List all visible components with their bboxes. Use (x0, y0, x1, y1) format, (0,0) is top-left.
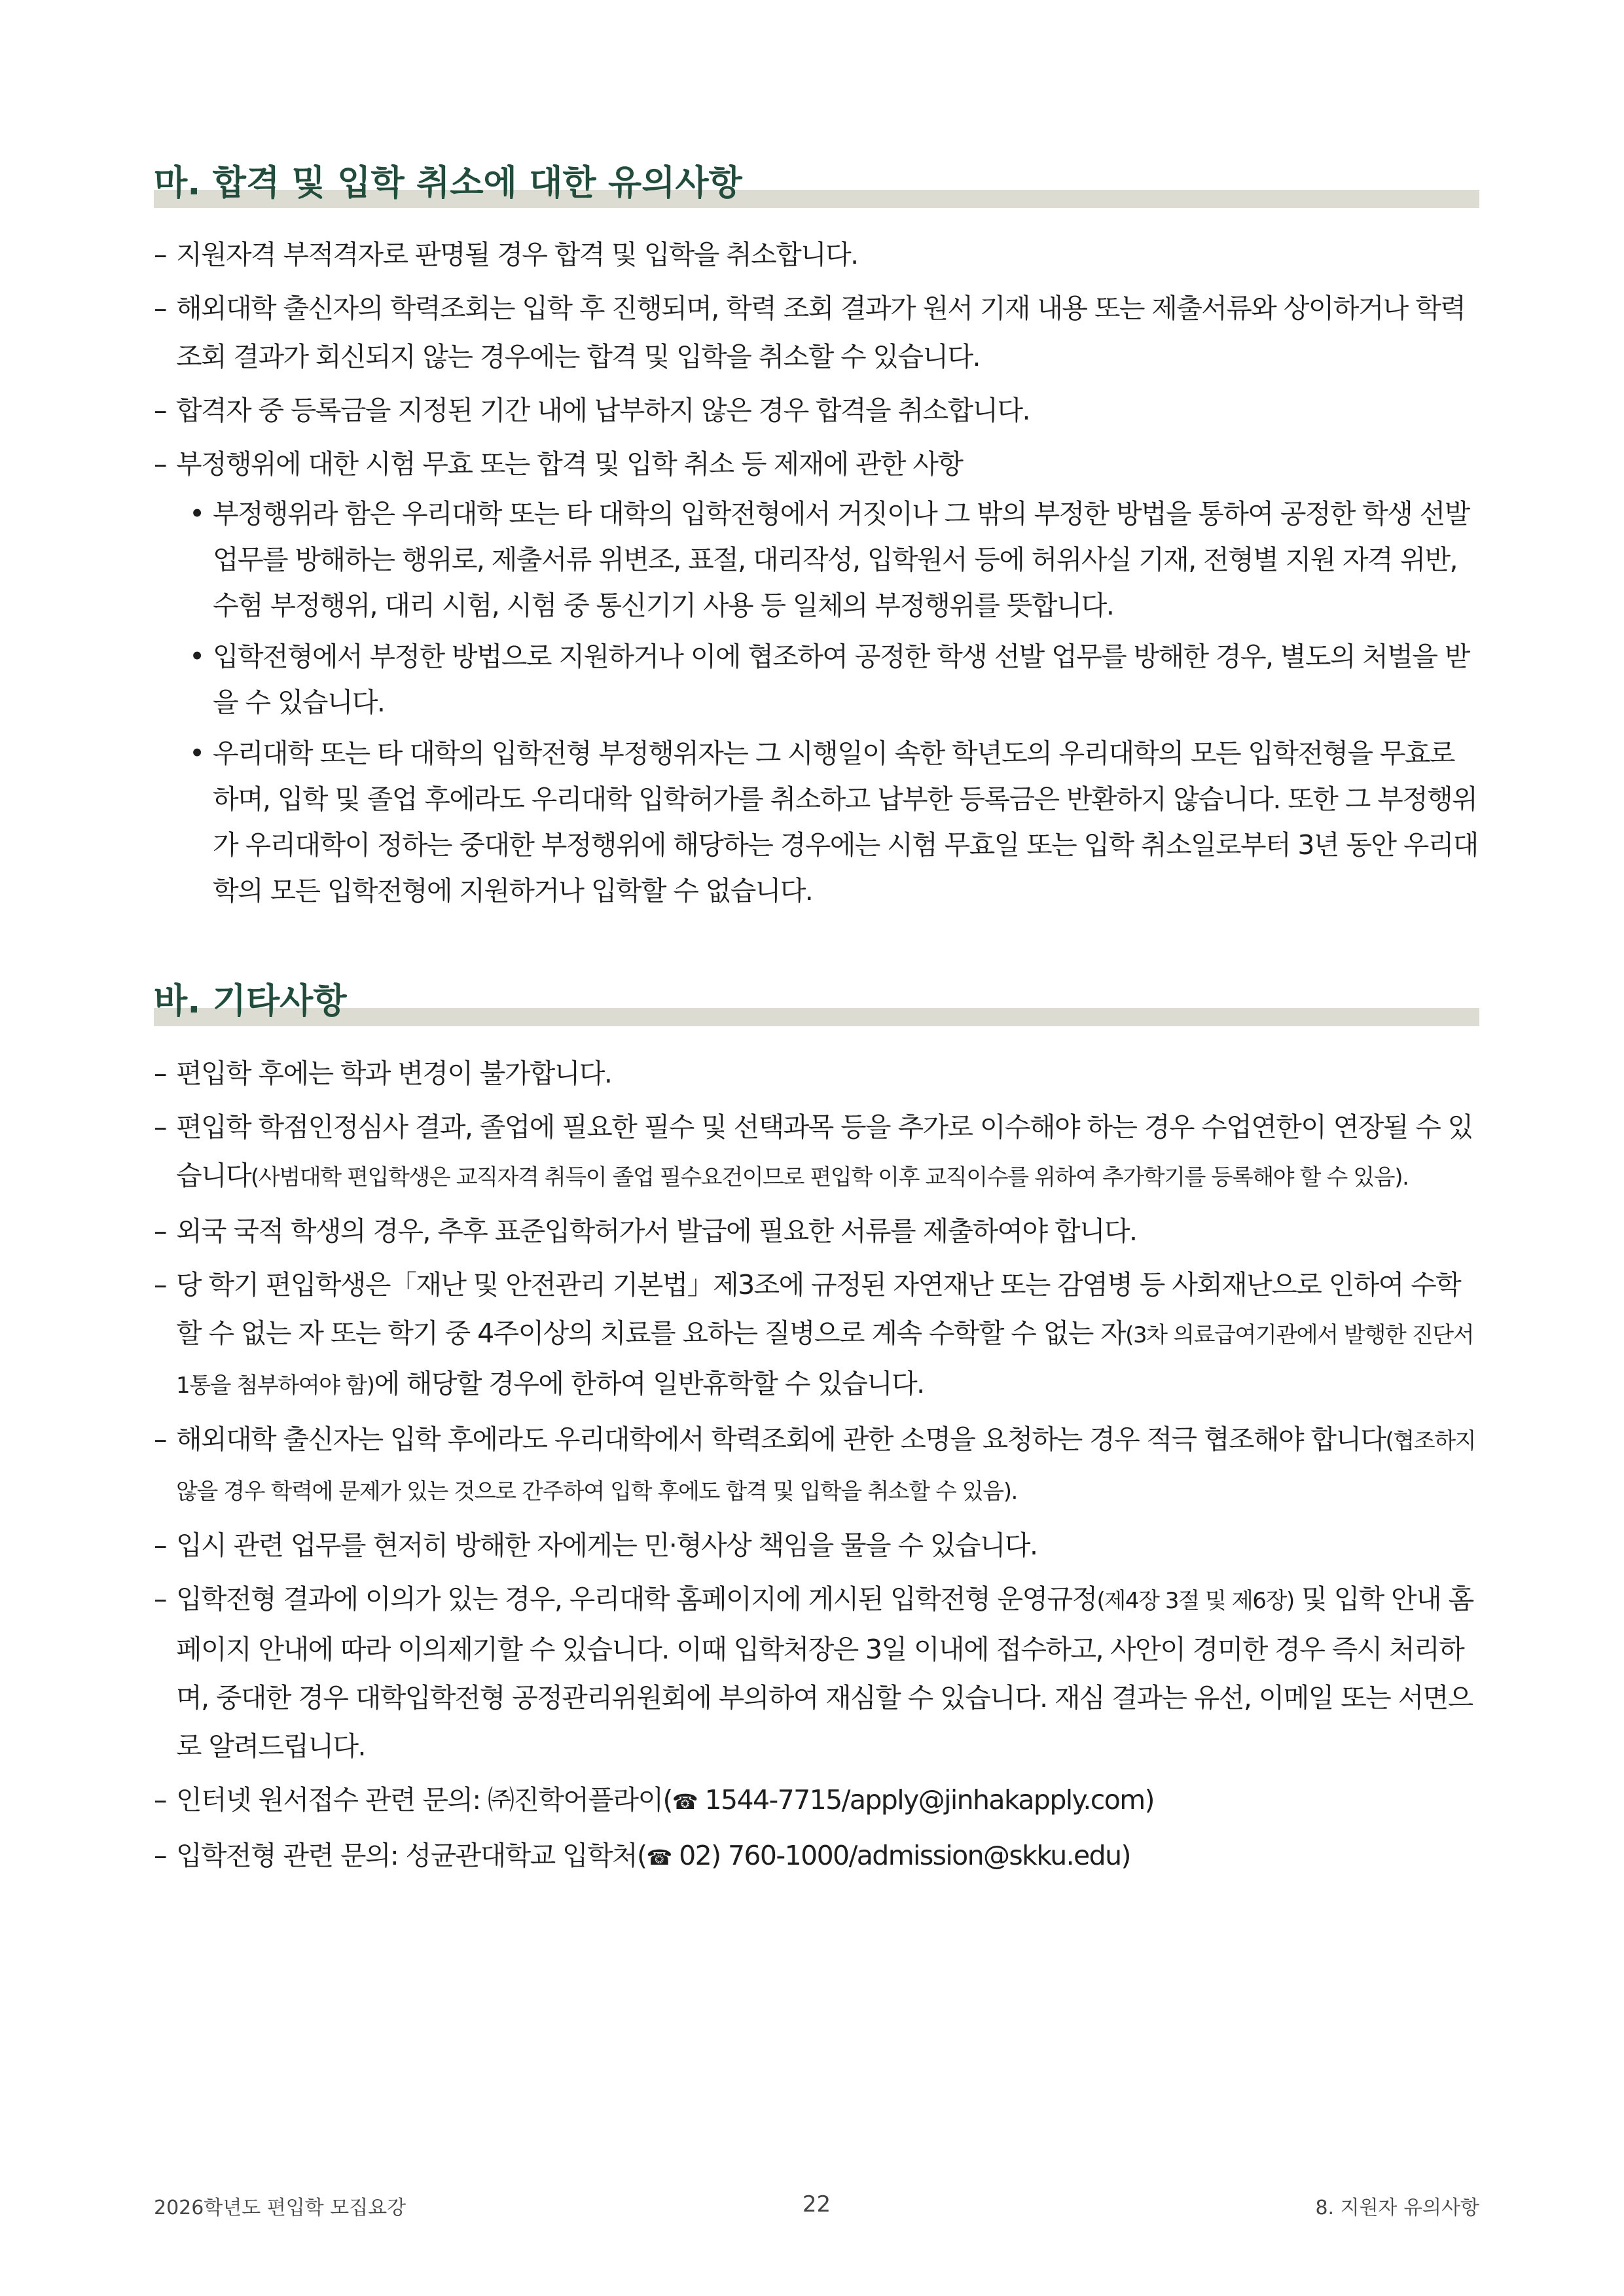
list-item (154, 1831, 1479, 1882)
phone-icon: ☎ (672, 1789, 698, 1814)
phone-icon: ☎ (646, 1845, 672, 1870)
list-item: – 합격자 중 등록금을 지정된 기간 내에 납부하지 않은 경우 합격을 취소합니다. (154, 386, 1479, 435)
footer-doc-title: 2026학년도 편입학 모집요강 (154, 2197, 406, 2219)
list-item-text: 인터넷 원서접수 관련 문의: ㈜진학어플라이( (176, 1784, 672, 1816)
sub-list-item: • 우리대학 또는 타 대학의 입학전형 부정행위자는 그 시행일이 속한 학년도의 우리대학의 모든 입학전형을 무효로 하며, 입학 및 졸업 후에라도 우리대학 입학허가를 취소하고 납부한 등록금은 반환하지 않습니다. 또한 그 부정행위가 우리대학이 정하는 중대한 부정행위에 해당하는 경우에는 시험 무효일 또는 입학 취소일로부터 3년 동안 우리대학의 모든 입학전형에 지원하거나 입학할 수 없습니다. (176, 730, 1479, 914)
section-heading-ba (154, 967, 1479, 1026)
list-item: – 지원자격 부적격자로 판명될 경우 합격 및 입학을 취소합니다. (154, 230, 1479, 279)
list-item-text: 및 입학 안내 홈페이지 안내에 따라 이의제기할 수 있습니다. 이때 입학처장은 3일 이내에 접수하고, 사안이 경미한 경우 즉시 처리하며, 중대한 경우 대학입학전형 공정관리위원회에 부의하여 재심할 수 있습니다. 재심 결과는 유선, 이메일 또는 서면으로 알려드립니다. (176, 1583, 1473, 1762)
sub-list-item: • 입학전형에서 부정한 방법으로 지원하거나 이에 협조하여 공정한 학생 선발 업무를 방해한 경우, 별도의 처벌을 받을 수 있습니다. (176, 634, 1479, 725)
section-title: 마. 합격 및 입학 취소에 대한 유의사항 (154, 160, 748, 207)
list-item: – 해외대학 출신자의 학력조회는 입학 후 진행되며, 학력 조회 결과가 원서 기재 내용 또는 제출서류와 상이하거나 학력 조회 결과가 회신되지 않는 경우에는 합격 및 입학을 취소할 수 있습니다. (154, 284, 1479, 381)
sub-list (176, 491, 1479, 914)
list-item-note: (사범대학 편입학생은 교직자격 취득이 졸업 필수요건이므로 편입학 이후 교직이수를 위하여 추가학기를 등록해야 할 수 있음). (251, 1164, 1409, 1191)
sub-list-item: • 부정행위라 함은 우리대학 또는 타 대학의 입학전형에서 거짓이나 그 밖의 부정한 방법을 통하여 공정한 학생 선발 업무를 방해하는 행위로, 제출서류 위변조, 표절, 대리작성, 입학원서 등에 허위사실 기재, 전형별 지원 자격 위반, 수험 부정행위, 대리 시험, 시험 중 통신기기 사용 등 일체의 부정행위를 뜻합니다. (176, 491, 1479, 628)
list-item-note: (3차 의료급여기관에서 발행한 진단서 1통을 첨부하여야 함) (176, 1322, 1474, 1399)
list-item-note: (협조하지 않을 경우 학력에 문제가 있는 것으로 간주하여 입학 후에도 합격 및 입학을 취소할 수 있음). (176, 1428, 1476, 1505)
section-ba-list (154, 1049, 1479, 1882)
list-item (154, 1776, 1479, 1826)
list-item-text: 에 해당할 경우에 한하여 일반휴학할 수 있습니다. (374, 1368, 924, 1399)
contact-link[interactable]: 1544-7715/apply@jinhakapply.com) (697, 1784, 1154, 1816)
list-item-text: 입학전형 결과에 이의가 있는 경우, 우리대학 홈페이지에 게시된 입학전형 운영규정 (176, 1583, 1097, 1615)
list-item-text: 당 학기 편입학생은「재난 및 안전관리 기본법」제3조에 규정된 자연재난 또는 감염병 등 사회재난으로 인하여 수학할 수 없는 자 또는 학기 중 4주이상의 치료를 요하는 질병으로 계속 수학할 수 없는 자 (176, 1269, 1461, 1349)
list-item (154, 440, 1479, 914)
heading-underline-bar (154, 1008, 1479, 1026)
list-item-text: 부정행위에 대한 시험 무효 또는 합격 및 입학 취소 등 제재에 관한 사항 (176, 448, 963, 480)
list-item-text: 해외대학 출신자는 입학 후에라도 우리대학에서 학력조회에 관한 소명을 요청하는 경우 적극 협조해야 합니다 (176, 1424, 1386, 1455)
page-number: 22 (802, 2191, 831, 2217)
footer-section-name: 8. 지원자 유의사항 (1315, 2197, 1479, 2219)
list-item (154, 1261, 1479, 1410)
section-heading-ma (154, 149, 1479, 208)
list-item-note: (제4장 3절 및 제6장) (1096, 1588, 1294, 1614)
contact-link[interactable]: 02) 760-1000/admission@skku.edu) (671, 1840, 1130, 1871)
list-item-text: 편입학 학점인정심사 결과, 졸업에 필요한 필수 및 선택과목 등을 추가로 이수해야 하는 경우 수업연한이 연장될 수 있습니다 (176, 1111, 1473, 1191)
list-item: – 외국 국적 학생의 경우, 추후 표준입학허가서 발급에 필요한 서류를 제출하여야 합니다. (154, 1207, 1479, 1255)
list-item (154, 1415, 1479, 1516)
list-item: – 입시 관련 업무를 현저히 방해한 자에게는 민·형사상 책임을 물을 수 있습니다. (154, 1521, 1479, 1570)
list-item (154, 1575, 1479, 1770)
list-item (154, 1103, 1479, 1202)
section-title: 바. 기타사항 (154, 978, 352, 1025)
list-item: – 편입학 후에는 학과 변경이 불가합니다. (154, 1049, 1479, 1098)
page-footer (154, 2191, 1479, 2224)
section-ma-list (154, 230, 1479, 914)
list-item-text: 입학전형 관련 문의: 성균관대학교 입학처( (176, 1840, 647, 1871)
